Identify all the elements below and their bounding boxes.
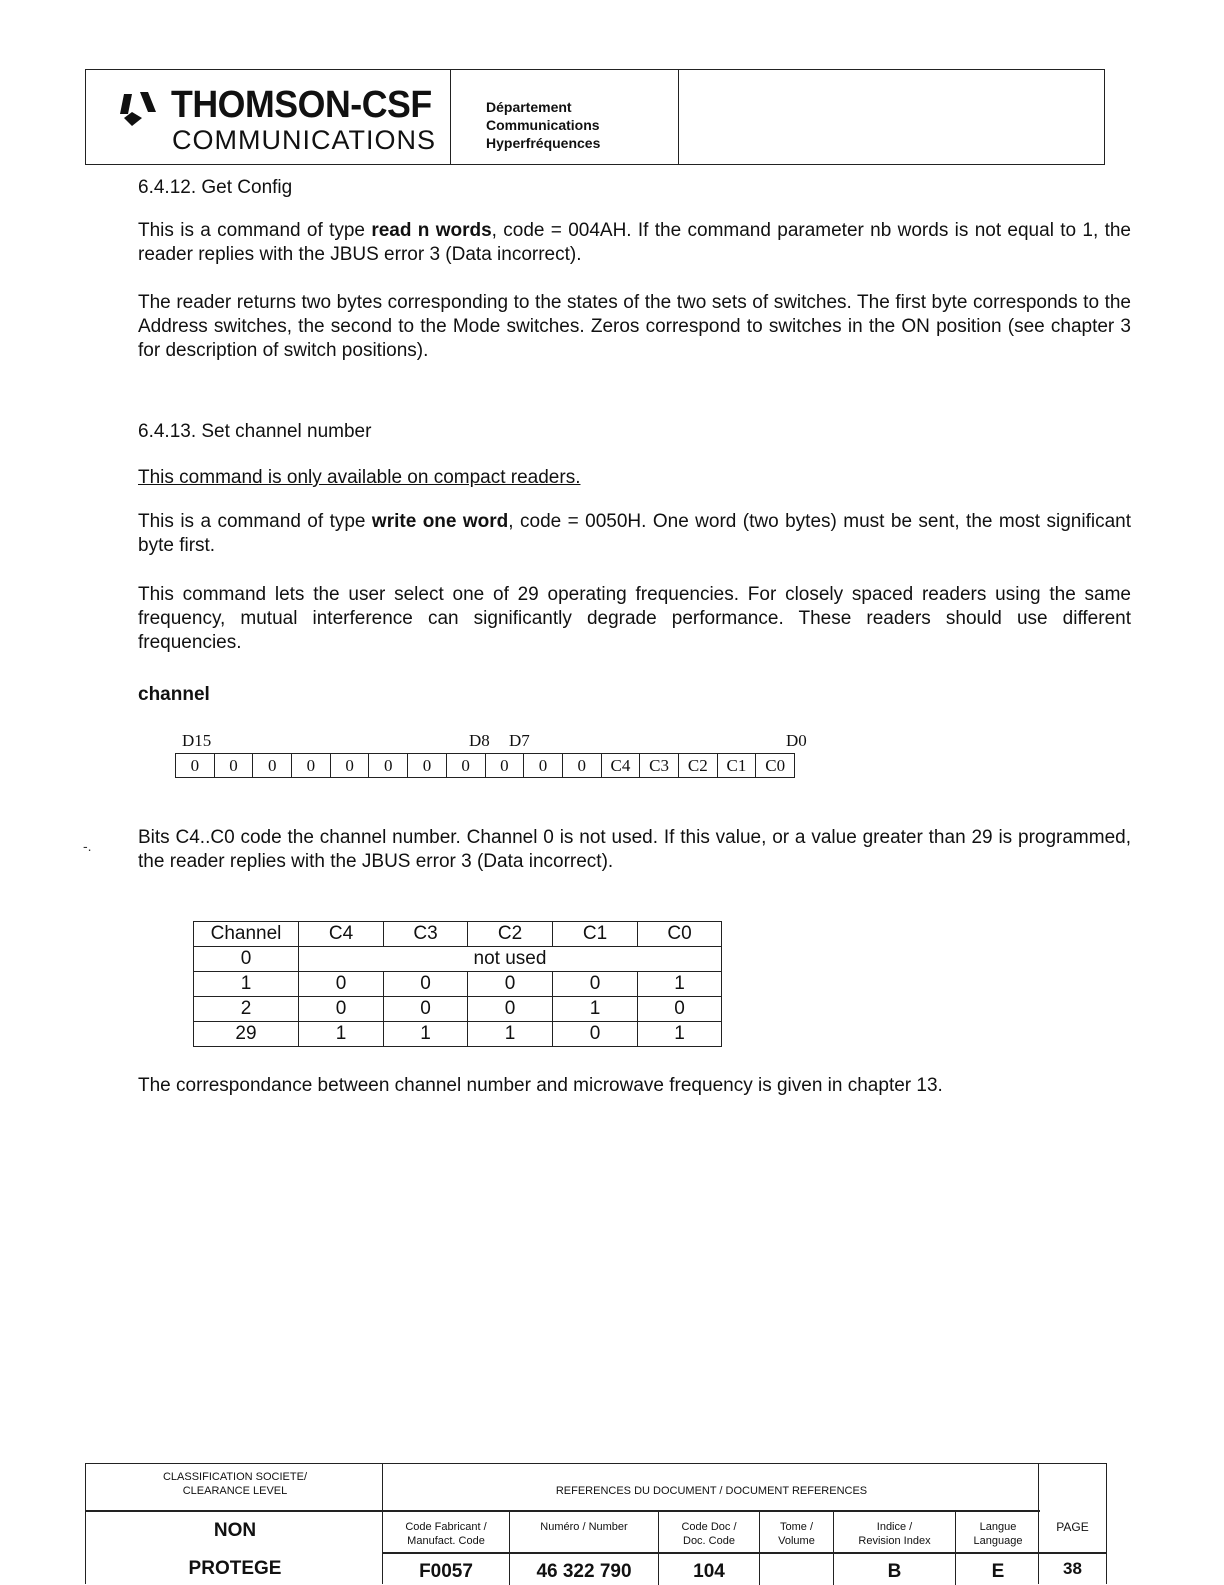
classification-label: CLASSIFICATION SOCIETE/ CLEARANCE LEVEL — [162, 1471, 308, 1497]
divider — [1039, 1552, 1106, 1554]
channel-table — [193, 921, 722, 1047]
register-bit: 0 — [253, 754, 292, 777]
command-type: read n words — [371, 220, 492, 241]
reference-label: Code Doc / Doc. Code — [681, 1521, 737, 1547]
table-header-cell: C2 — [468, 922, 553, 947]
text-run: , code = 004AH. If the command parameter nb words is not equal to 1, the reader replies with the JBUS error 3 (Data incorrect). — [138, 220, 1131, 265]
table-cell: 1 — [638, 1022, 722, 1047]
department-line: Communications — [486, 117, 600, 133]
classification-value-2: PROTEGE — [188, 1558, 282, 1579]
reference-column — [383, 1510, 510, 1585]
set-channel-paragraph-3: Bits C4..C0 code the channel number. Channel 0 is not used. If this value, or a value greater than 29 is programmed, the reader replies with the JBUS error 3 (Data incorrect). — [138, 827, 1131, 872]
register-title: channel — [138, 684, 210, 705]
register-bit: C2 — [679, 754, 718, 777]
table-header-cell: C0 — [638, 922, 722, 947]
bit-label-d8: D8 — [469, 731, 490, 750]
register-bit: C3 — [640, 754, 679, 777]
register-bit: C1 — [718, 754, 757, 777]
register-bit: 0 — [176, 754, 215, 777]
table-header-cell: C1 — [553, 922, 638, 947]
register-bit: 0 — [408, 754, 447, 777]
register-bit: C0 — [756, 754, 795, 777]
table-cell: 1 — [553, 997, 638, 1022]
register-bit: 0 — [292, 754, 331, 777]
table-row — [194, 947, 722, 972]
table-header-cell: C3 — [384, 922, 468, 947]
reference-column — [834, 1510, 956, 1585]
table-cell: 0 — [468, 972, 553, 997]
text-run: This is a command of type — [138, 511, 372, 532]
department-cell — [451, 70, 679, 164]
table-cell: 0 — [638, 997, 722, 1022]
bit-label-d0: D0 — [786, 731, 807, 750]
table-cell: 0 — [553, 1022, 638, 1047]
table-row — [194, 972, 722, 997]
get-config-paragraph-1 — [138, 219, 1131, 267]
page-cell — [1038, 1463, 1107, 1584]
brand-subtitle: COMMUNICATIONS — [172, 125, 436, 155]
reference-value: B — [887, 1561, 902, 1582]
register-bit: C4 — [602, 754, 641, 777]
register-bit: 0 — [524, 754, 563, 777]
references-title: REFERENCES DU DOCUMENT / DOCUMENT REFERENCES — [555, 1485, 868, 1497]
bit-label-d7: D7 — [509, 731, 530, 750]
table-cell: 0 — [299, 997, 384, 1022]
page-header — [85, 69, 1105, 165]
register-bit: 0 — [447, 754, 486, 777]
table-cell: 29 — [194, 1022, 299, 1047]
reference-label: Indice / Revision Index — [858, 1521, 931, 1547]
register-bit: 0 — [369, 754, 408, 777]
reference-value: 46 322 790 — [536, 1561, 632, 1582]
table-cell: 0 — [553, 972, 638, 997]
table-cell: 2 — [194, 997, 299, 1022]
text-run: , code = 0050H. One word (two bytes) must be sent, the most significant byte first. — [138, 511, 1131, 556]
table-cell: 1 — [299, 1022, 384, 1047]
set-channel-paragraph-4: The correspondance between channel number and microwave frequency is given in chapter 13. — [138, 1075, 943, 1096]
reference-label: Tome / Volume — [778, 1521, 815, 1547]
table-cell: 0 — [194, 947, 299, 972]
table-header-row — [194, 922, 722, 947]
classification-value: NON — [213, 1520, 257, 1541]
classification-cell — [85, 1463, 383, 1584]
register-bit-labels — [175, 731, 818, 751]
table-header-cell: C4 — [299, 922, 384, 947]
table-row — [194, 1022, 722, 1047]
table-cell: 0 — [468, 997, 553, 1022]
table-cell: 0 — [384, 997, 468, 1022]
department-line: Hyperfréquences — [486, 135, 601, 151]
section-heading-set-channel: 6.4.13. Set channel number — [138, 421, 372, 442]
set-channel-paragraph-2: This command lets the user select one of 29 operating frequencies. For closely spaced readers using the same frequency, mutual interference can significantly degrade performance. These readers should use different frequencies. — [138, 584, 1131, 653]
reference-column — [760, 1510, 834, 1585]
command-type: write one word — [371, 511, 509, 532]
thomson-logo-icon — [118, 90, 158, 130]
reference-value: 104 — [693, 1561, 725, 1582]
text-run: This is a command of type — [138, 220, 372, 241]
table-cell: 1 — [468, 1022, 553, 1047]
reference-value: F0057 — [419, 1561, 473, 1582]
table-cell-not-used: not used — [299, 947, 722, 972]
table-cell: 0 — [384, 972, 468, 997]
page-footer — [85, 1463, 1107, 1584]
table-cell: 1 — [194, 972, 299, 997]
table-cell: 1 — [638, 972, 722, 997]
references-cell — [382, 1463, 1039, 1584]
register-bit: 0 — [563, 754, 602, 777]
reference-column — [659, 1510, 760, 1585]
table-cell: 1 — [384, 1022, 468, 1047]
register-bit: 0 — [331, 754, 370, 777]
reference-label: Numéro / Number — [540, 1521, 628, 1533]
reference-columns — [383, 1510, 1040, 1585]
register-bit: 0 — [215, 754, 254, 777]
register-bit: 0 — [486, 754, 525, 777]
table-row — [194, 997, 722, 1022]
table-cell: 0 — [299, 972, 384, 997]
logo-cell — [86, 70, 451, 164]
brand-name: THOMSON-CSF — [171, 84, 432, 126]
availability-note: This command is only available on compact readers. — [138, 467, 581, 488]
department-line: Département — [486, 99, 572, 115]
reference-column — [956, 1510, 1040, 1585]
section-heading-get-config: 6.4.12. Get Config — [138, 177, 293, 198]
divider — [86, 1510, 384, 1512]
stray-mark: -. — [83, 838, 92, 854]
reference-value: E — [991, 1561, 1005, 1582]
bit-label-d15: D15 — [182, 731, 212, 750]
header-blank-cell — [679, 70, 1104, 164]
reference-label: Code Fabricant / Manufact. Code — [405, 1521, 487, 1547]
page-label: PAGE — [1056, 1520, 1089, 1534]
reference-column — [510, 1510, 659, 1585]
page-number: 38 — [1063, 1559, 1082, 1578]
channel-register — [175, 753, 795, 778]
reference-label: Langue Language — [973, 1521, 1023, 1547]
set-channel-paragraph-1 — [138, 510, 1131, 558]
table-header-cell: Channel — [194, 922, 299, 947]
get-config-paragraph-2: The reader returns two bytes corresponding to the states of the two sets of switches. The first byte corresponds to the Address switches, the second to the Mode switches. Zeros correspond to switches in the ON position (see chapter 3 for description of switch positions). — [138, 292, 1131, 361]
